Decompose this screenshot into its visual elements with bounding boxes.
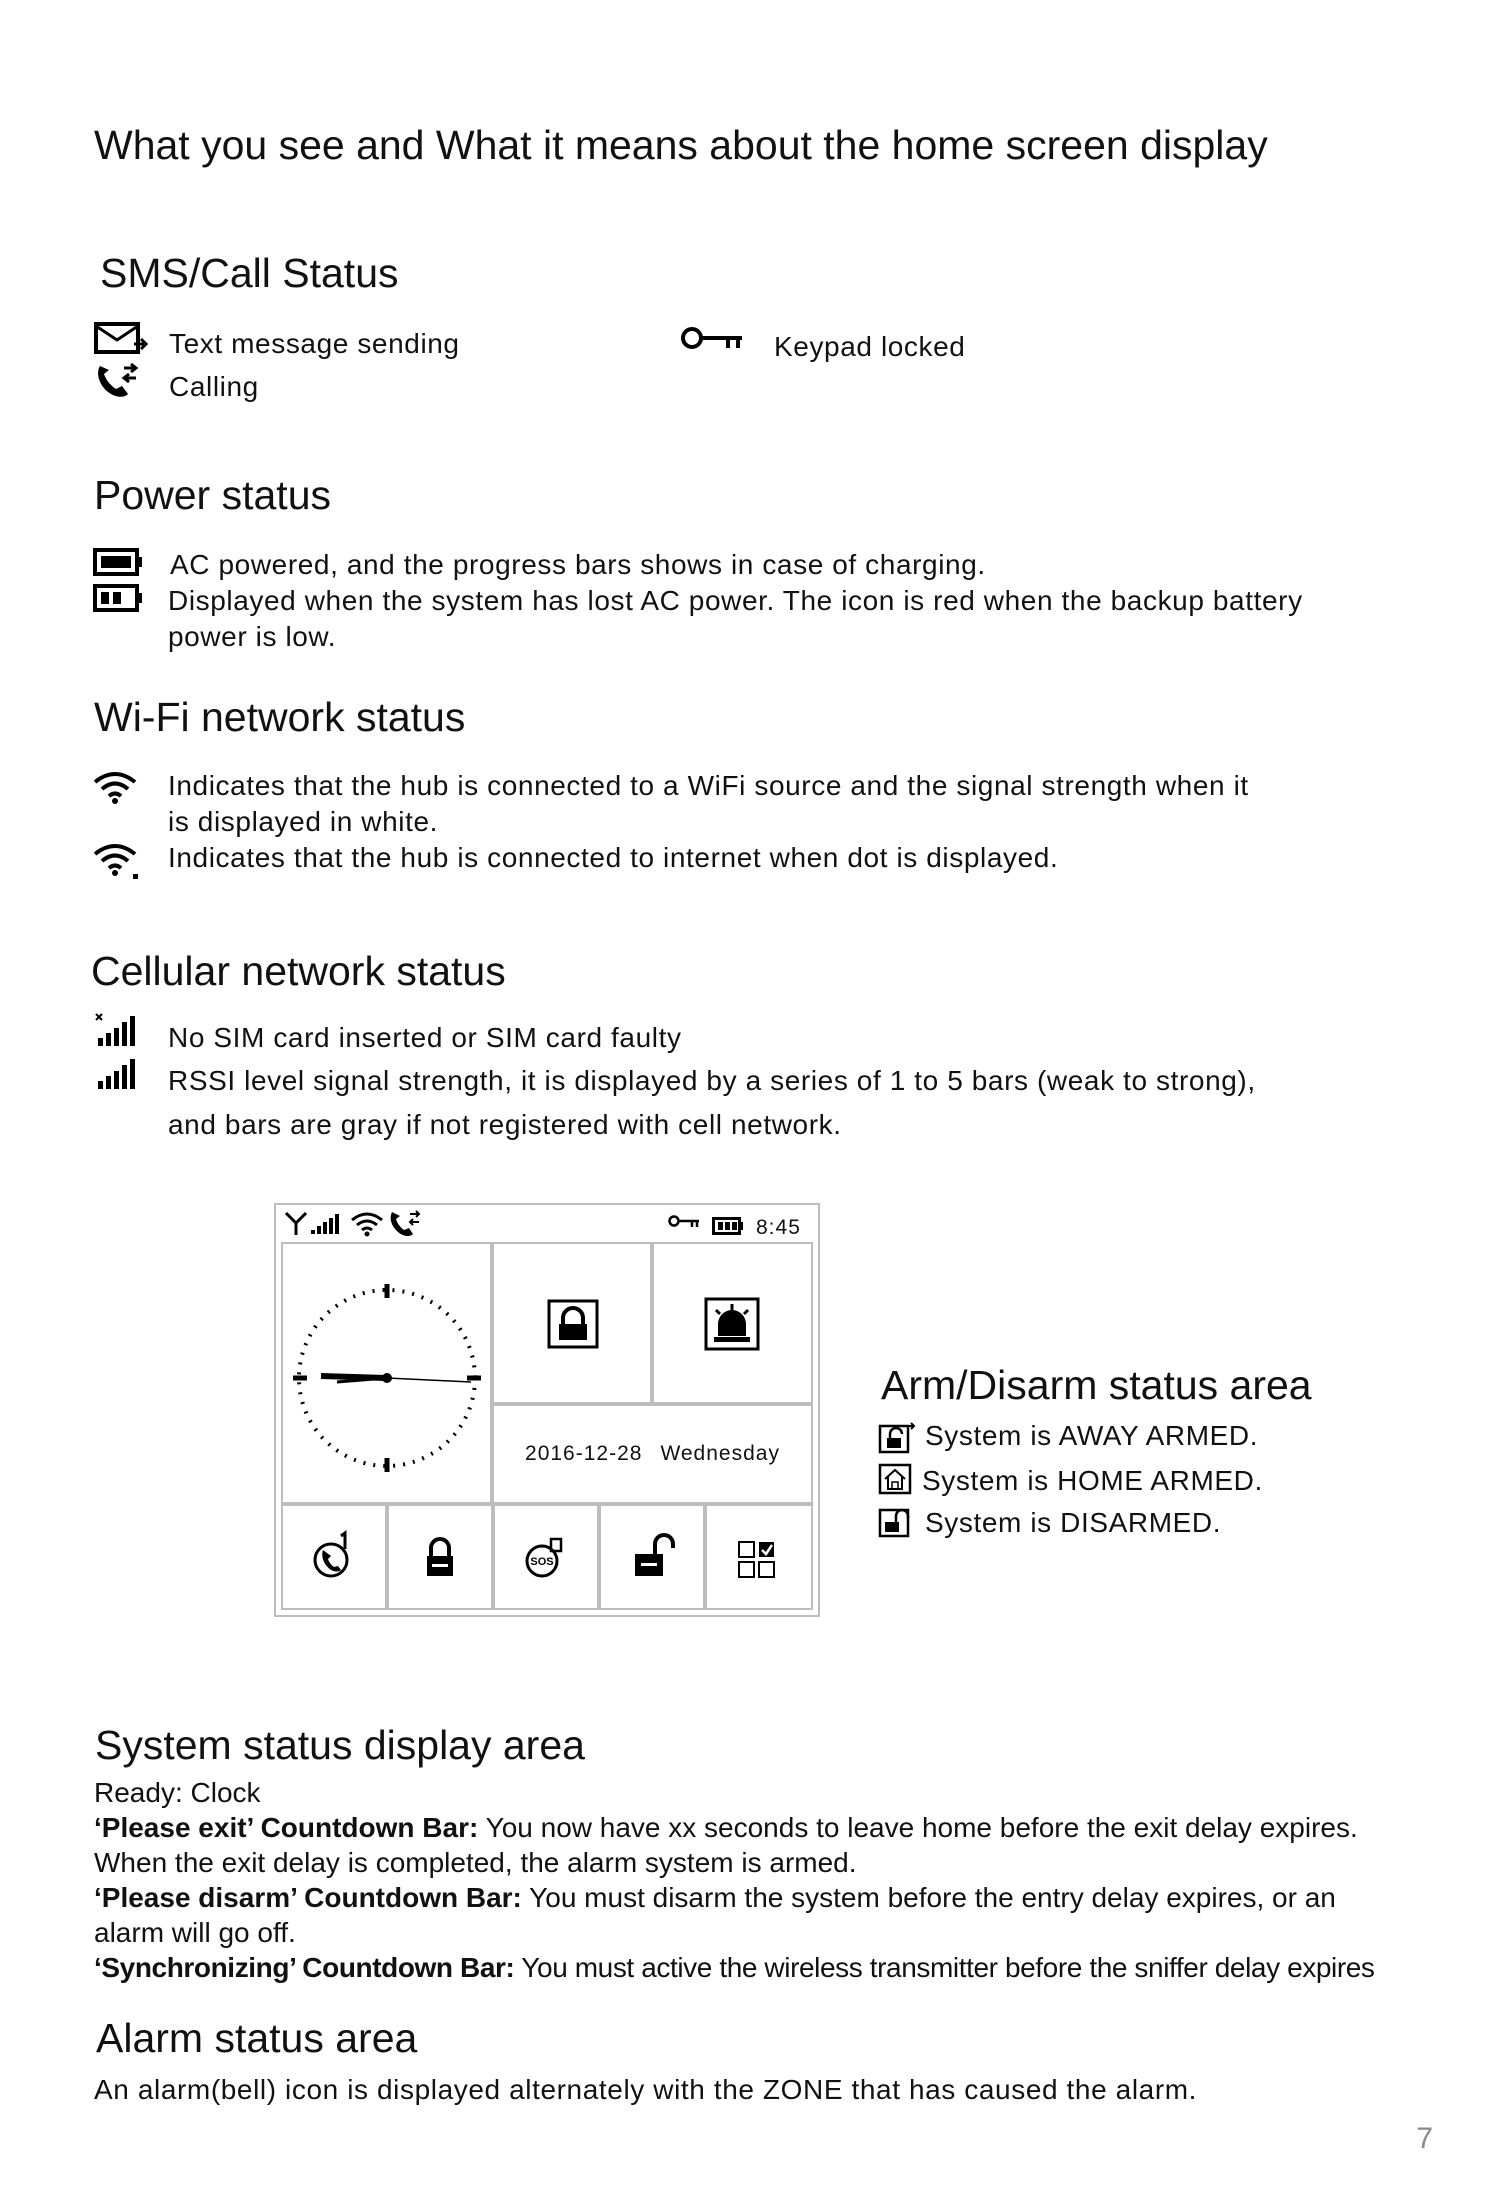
siren-tile[interactable] xyxy=(652,1242,813,1404)
wifi-internet-text: Indicates that the hub is connected to internet when dot is displayed. xyxy=(168,842,1059,873)
battery-low-icon xyxy=(93,584,143,612)
status-time: 8:45 xyxy=(756,1216,801,1239)
status-key-icon xyxy=(668,1215,700,1236)
signal-no-sim-icon xyxy=(94,1012,140,1048)
wifi-icon xyxy=(92,770,138,806)
exit-text: You now have xx seconds to leave home before the exit delay expires. xyxy=(478,1812,1358,1843)
padlock-icon xyxy=(389,1506,491,1608)
battery-full-icon xyxy=(93,548,143,576)
status-wifi-icon xyxy=(350,1211,384,1242)
disarm-text: You must disarm the system before the entry delay expires, or an xyxy=(521,1882,1336,1913)
antenna-icon xyxy=(284,1211,308,1242)
calling-status-text: Calling xyxy=(169,371,259,402)
system-status-heading: System status display area xyxy=(95,1722,585,1768)
disarmed-text: System is DISARMED. xyxy=(925,1507,1222,1538)
exit-line xyxy=(94,1810,1424,1845)
unlock-button-tile[interactable] xyxy=(599,1504,705,1610)
menu-button-tile[interactable] xyxy=(705,1504,813,1610)
disarm-line-2: alarm will go off. xyxy=(94,1917,296,1948)
away-armed-icon xyxy=(878,1420,916,1454)
disarm-line xyxy=(94,1880,1424,1915)
lost-ac-text-line1: Displayed when the system has lost AC power. The icon is red when the backup battery xyxy=(168,585,1303,616)
keypad-locked-text: Keypad locked xyxy=(774,331,966,362)
envelope-icon xyxy=(94,322,148,356)
lock-arm-icon xyxy=(494,1244,650,1402)
sos-icon xyxy=(495,1506,597,1608)
lock-button-tile[interactable] xyxy=(387,1504,493,1610)
wifi-connected-text-line1: Indicates that the hub is connected to a WiFi source and the signal strength when it xyxy=(168,770,1249,801)
phone-icon xyxy=(94,362,140,400)
exit-line-2: When the exit delay is completed, the alarm system is armed. xyxy=(94,1847,857,1878)
lock-tile[interactable] xyxy=(492,1242,652,1404)
rssi-text-line2: and bars are gray if not registered with cell network. xyxy=(168,1109,842,1140)
alarm-status-heading: Alarm status area xyxy=(96,2015,418,2061)
cellular-heading: Cellular network status xyxy=(91,948,506,994)
siren-icon xyxy=(654,1244,811,1402)
date-tile xyxy=(492,1404,813,1504)
status-phone-icon xyxy=(388,1210,422,1243)
svg-text:SOS: SOS xyxy=(530,1556,554,1568)
page-number: 7 xyxy=(1416,2122,1433,2155)
sos-button-tile[interactable] xyxy=(493,1504,599,1610)
key-icon xyxy=(680,326,744,354)
page-title: What you see and What it means about the home screen display xyxy=(94,122,1268,168)
sms-call-heading: SMS/Call Status xyxy=(100,250,399,296)
ready-line: Ready: Clock xyxy=(94,1777,261,1808)
away-armed-text: System is AWAY ARMED. xyxy=(925,1420,1259,1451)
wifi-heading: Wi-Fi network status xyxy=(94,694,466,740)
unlock-icon xyxy=(601,1506,703,1608)
exit-label: ‘Please exit’ Countdown Bar: xyxy=(94,1812,479,1843)
home-armed-icon xyxy=(878,1461,914,1495)
weekday-text: Wednesday xyxy=(660,1442,780,1465)
signal-bars-icon xyxy=(94,1057,140,1091)
home-screen-illustration xyxy=(274,1203,820,1617)
status-battery-icon xyxy=(712,1217,744,1240)
menu-grid-icon xyxy=(707,1506,811,1608)
alarm-status-text: An alarm(bell) icon is displayed alternately with the ZONE that has caused the alarm. xyxy=(94,2074,1198,2105)
ac-powered-text: AC powered, and the progress bars shows in case of charging. xyxy=(170,549,986,580)
wifi-dot-icon xyxy=(92,842,142,880)
sms-status-text: Text message sending xyxy=(169,328,460,359)
clock-tile xyxy=(281,1242,492,1504)
home-armed-text: System is HOME ARMED. xyxy=(922,1465,1263,1496)
call-button-tile[interactable] xyxy=(281,1504,387,1610)
wifi-connected-text-line2: is displayed in white. xyxy=(168,806,438,837)
disarmed-icon xyxy=(878,1504,916,1538)
status-signal-icon xyxy=(310,1213,340,1240)
call-one-icon xyxy=(283,1506,385,1608)
rssi-text-line1: RSSI level signal strength, it is displayed by a series of 1 to 5 bars (weak to strong), xyxy=(168,1065,1256,1096)
sync-label: ‘Synchronizing’ Countdown Bar: xyxy=(94,1952,515,1983)
power-heading: Power status xyxy=(94,472,331,518)
disarm-label: ‘Please disarm’ Countdown Bar: xyxy=(94,1882,522,1913)
arm-disarm-heading: Arm/Disarm status area xyxy=(881,1362,1312,1408)
no-sim-text: No SIM card inserted or SIM card faulty xyxy=(168,1022,682,1053)
date-text: 2016-12-28 xyxy=(525,1442,643,1465)
sync-text: You must active the wireless transmitter before the sniffer delay expires xyxy=(514,1952,1375,1983)
analog-clock xyxy=(283,1244,490,1502)
lost-ac-text-line2: power is low. xyxy=(168,621,337,652)
sync-line xyxy=(94,1950,1424,1985)
system-status-description xyxy=(94,1775,1424,1985)
